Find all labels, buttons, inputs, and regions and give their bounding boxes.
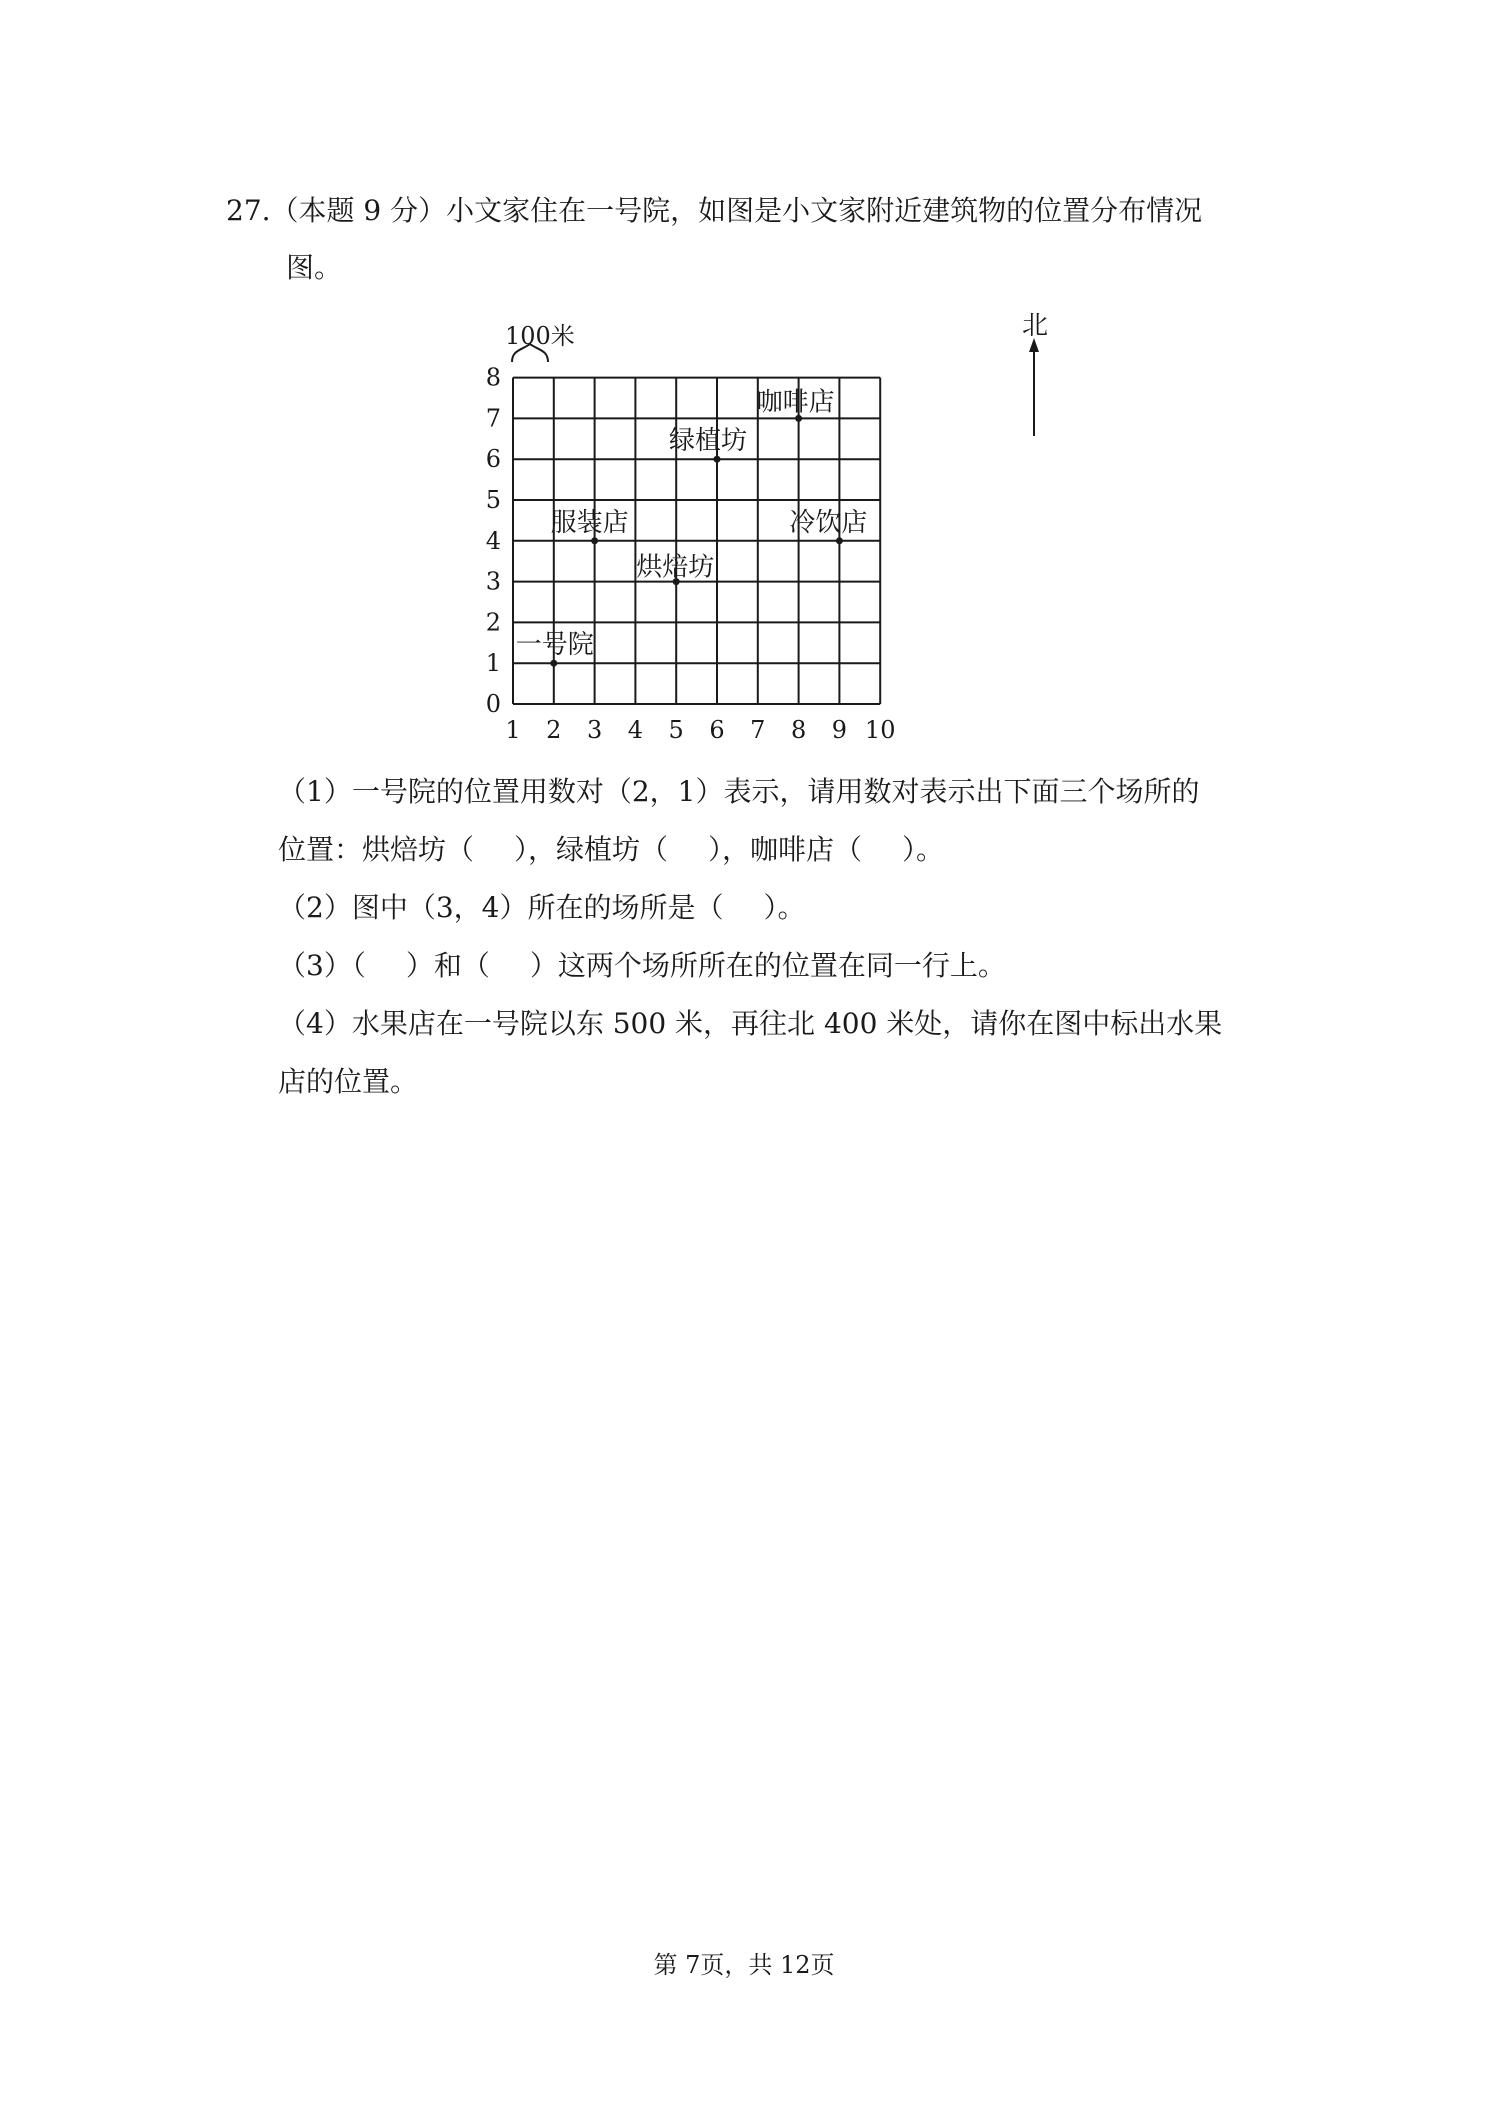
x-axis-ticks: [505, 716, 895, 744]
y-axis-ticks: [486, 364, 501, 718]
place-label: 绿植坊: [669, 426, 748, 457]
place-point: [591, 537, 598, 544]
y-tick-label: 1: [485, 649, 501, 678]
scale-label: 100米: [505, 322, 575, 350]
subquestion-4-line1: （4）水果店在一号院以东 500 米，再往北 400 米处，请你在图中标出水果: [278, 1007, 1223, 1040]
question-text-line2: 图。: [286, 251, 343, 284]
north-label: 北: [1022, 311, 1049, 341]
y-tick-label: 5: [485, 486, 501, 514]
y-tick-label: 8: [485, 363, 501, 392]
place-markers: [516, 387, 868, 666]
place-point: [714, 456, 721, 463]
place-point: [836, 537, 843, 544]
x-tick-label: 1: [505, 716, 521, 744]
place-point: [550, 660, 557, 667]
y-tick-label: 0: [485, 690, 501, 718]
y-tick-label: 7: [485, 404, 501, 433]
place-label: 冷饮店: [789, 507, 868, 538]
subquestion-1-line1: （1）一号院的位置用数对（2，1）表示，请用数对表示出下面三个场所的: [278, 775, 1200, 808]
subquestion-3: （3）（ ）和（ ）这两个场所所在的位置在同一行上。: [278, 949, 1006, 982]
x-tick-label: 9: [831, 716, 848, 744]
y-tick-label: 3: [485, 567, 501, 596]
question-stem: （本题 9 分）小文家住在一号院，如图是小文家附近建筑物的位置分布情况: [270, 194, 1203, 227]
place-label: 服装店: [550, 507, 629, 538]
x-tick-label: 7: [750, 716, 766, 744]
subquestion-1-line2: 位置：烘焙坊（ ），绿植坊（ ），咖啡店（ ）。: [278, 833, 945, 866]
place-label: 烘焙坊: [636, 552, 715, 583]
location-grid-figure: [0, 0, 1488, 780]
north-arrow: [1022, 311, 1048, 436]
subquestion-2: （2）图中（3，4）所在的场所是（ ）。: [278, 891, 806, 924]
x-tick-label: 6: [709, 716, 725, 744]
x-tick-label: 5: [668, 716, 684, 744]
x-tick-label: 4: [627, 716, 644, 744]
x-tick-label: 10: [864, 716, 896, 744]
y-tick-label: 6: [485, 445, 501, 474]
subquestion-4-line2: 店的位置。: [278, 1065, 419, 1098]
place-label: 一号院: [515, 630, 594, 661]
question-number: 27.: [226, 194, 271, 227]
y-tick-label: 4: [485, 526, 501, 555]
page-footer: 第 7页，共 12页: [653, 1951, 835, 1979]
place-label: 咖啡店: [756, 387, 835, 418]
scale-bar: [505, 322, 575, 362]
x-tick-label: 3: [586, 716, 603, 744]
x-tick-label: 2: [546, 716, 562, 744]
y-tick-label: 2: [485, 608, 501, 637]
x-tick-label: 8: [790, 716, 807, 744]
